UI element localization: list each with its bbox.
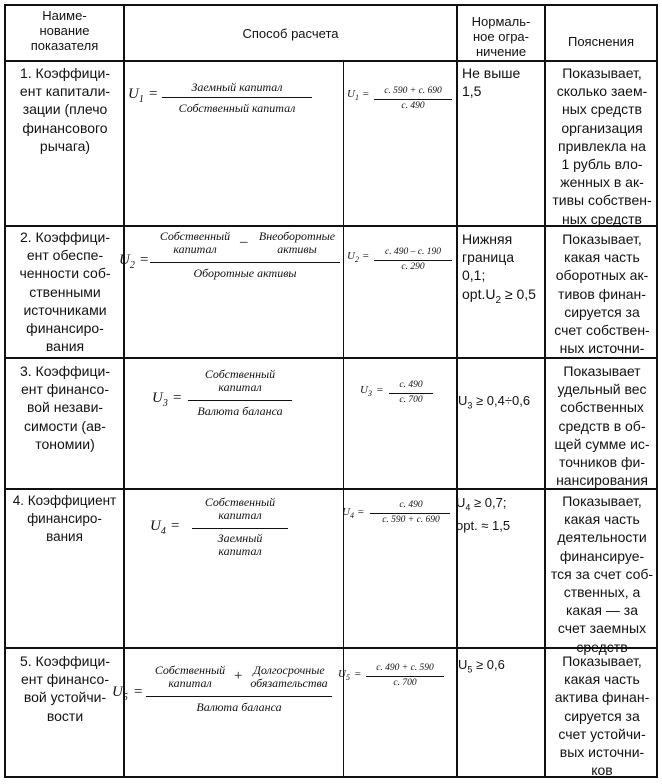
row3-norm [458, 392, 546, 415]
code-denominator: с. 290 [401, 262, 425, 272]
norm-line: 1,5 [462, 83, 482, 100]
explain-line: актива финан- [554, 689, 650, 706]
name-line: ент финансо- [20, 381, 109, 398]
name-line: 1. Коэффици- [19, 65, 110, 81]
name-line: вой устойчи- [23, 689, 107, 706]
explain-line: Показывает, [562, 653, 642, 669]
equals-sign: = [362, 250, 370, 262]
name-line: вания [46, 529, 83, 545]
explain-line: точников фи- [559, 454, 645, 471]
norm-line: 0,1; [462, 267, 486, 284]
norm-line: $U_5 \ge 0,6$ [458, 657, 505, 675]
name-line: 5. Коэффици- [19, 653, 110, 669]
explain-line: Показывает, [562, 493, 642, 509]
header-norm [458, 14, 544, 59]
name-line: ент обеспе- [26, 247, 104, 264]
formula-numerator: Заемный капитал [191, 80, 283, 94]
code-numerator: с. 490 [399, 380, 423, 390]
code-denominator: с. 700 [393, 678, 417, 688]
formula-numerator-a: Собственный капитал [154, 663, 226, 690]
explain-line: счет устойчи- [558, 725, 646, 742]
fraction-bar [370, 513, 450, 514]
explain-line: женных в ак- [560, 174, 644, 191]
explain-line: тивов финан- [558, 285, 646, 302]
header-norm-line: Нормаль- [471, 14, 531, 29]
name-line: тономии) [35, 435, 95, 452]
formula-numerator-b: Внеоборотные активы [258, 229, 336, 256]
header-name-line: Наиме- [42, 8, 87, 23]
explain-line: сколько заем- [556, 83, 648, 100]
name-line: вания [45, 338, 85, 355]
name-line: финансиро- [26, 320, 104, 337]
equals-sign: = [133, 684, 144, 700]
explain-line: сируется за [564, 303, 640, 320]
equals-sign: = [148, 86, 159, 102]
norm-line: $U_3 \ge 0,4\div 0,6$ [458, 393, 531, 411]
name-line: 4. Коэффициент [12, 493, 117, 508]
code-symbol: $U_4$ [342, 506, 354, 521]
fraction-bar [150, 262, 340, 263]
formula-symbol: $U_5$ [112, 684, 128, 703]
row2-explain [546, 230, 658, 357]
code-denominator: с. 490 [401, 101, 425, 111]
row3-name [8, 362, 122, 453]
formula-numerator-b: Долгосрочные обязательства [250, 663, 328, 690]
explain-line: Показывает [563, 363, 641, 379]
formula-symbol: $U_1$ [128, 86, 144, 105]
row4-explain [546, 492, 658, 656]
explain-line: счет собствен- [554, 322, 650, 339]
fraction-bar [188, 400, 292, 401]
name-line: вой незави- [26, 399, 104, 416]
norm-line: $opt.U_2 \ge 0,5$ [462, 285, 536, 306]
code-numerator: с. 490 – с. 190 [385, 247, 441, 257]
explain-line: какая часть [564, 671, 640, 688]
row2-norm [462, 230, 546, 310]
row5-norm [458, 656, 544, 679]
header-divider [4, 60, 658, 62]
explain-line: средств в об- [558, 417, 646, 434]
header-norm-line: ное огра- [472, 29, 529, 44]
equals-sign: = [376, 384, 384, 396]
row3-explain [546, 362, 658, 489]
name-line: вости [46, 707, 84, 724]
name-line: ент капитали- [19, 83, 111, 100]
name-line: зации (плечо [22, 101, 108, 118]
formula-symbol: $U_2$ [119, 252, 135, 271]
equals-sign: = [362, 88, 370, 100]
explain-line: 1 рубль вло- [561, 156, 643, 173]
code-numerator: с. 490 + с. 590 [376, 663, 434, 673]
name-line: 2. Коэффици- [19, 229, 110, 245]
fraction-bar [366, 676, 444, 677]
explain-line: организация [561, 119, 643, 136]
header-norm-line: ничение [475, 44, 527, 59]
row1-name [8, 64, 122, 155]
row5-name [8, 652, 122, 725]
row4-name [6, 492, 123, 547]
fraction-bar [389, 393, 433, 394]
formula-symbol: $U_3$ [152, 390, 168, 409]
explain-line: ных источни- [559, 340, 645, 357]
header-name [6, 8, 123, 53]
code-numerator: с. 590 + с. 690 [384, 86, 442, 96]
formula-symbol: $U_4$ [150, 518, 166, 537]
explain-line: Показывает, [562, 65, 642, 81]
code-denominator: с. 590 + с. 690 [382, 515, 440, 525]
name-line: финансового [22, 119, 108, 136]
row1-explain [546, 64, 658, 228]
explain-line: какая — за [565, 602, 638, 619]
explain-line: нансирования [556, 472, 648, 489]
formula-numerator: Собственный капитал [204, 495, 276, 522]
code-symbol: $U_1$ [347, 88, 359, 103]
row5-explain [546, 652, 658, 779]
name-line: ственными [29, 283, 101, 300]
code-denominator: с. 700 [399, 395, 423, 405]
explain-line: средств [576, 638, 628, 655]
explain-line: финансируе- [559, 547, 645, 564]
equals-sign: = [172, 390, 183, 406]
norm-line: граница [462, 249, 515, 266]
row1-norm [462, 64, 542, 100]
header-explain: Пояснения [567, 34, 634, 49]
equals-sign: = [170, 518, 181, 534]
name-line: источниками [23, 301, 107, 318]
explain-line: Показывает, [562, 231, 642, 247]
explain-line: привлекла на [558, 137, 646, 154]
fraction-bar [146, 696, 332, 697]
formula-denominator: Валюта баланса [196, 700, 282, 714]
explain-line: деятельности [557, 529, 647, 546]
plus-sign: + [233, 668, 244, 684]
row2-name [8, 228, 122, 355]
name-line: симости (ав- [24, 417, 106, 434]
name-line: рычага) [39, 137, 91, 154]
formula-denominator: Собственный капитал [178, 101, 296, 115]
minus-sign: – [240, 234, 248, 250]
row4-norm [456, 494, 544, 535]
explain-line: тся за счет соб- [550, 565, 654, 582]
name-line: ченности соб- [19, 265, 111, 282]
explain-line: собственных [560, 399, 644, 416]
code-symbol: $U_2$ [347, 250, 359, 265]
explain-line: оборотных ак- [555, 267, 649, 284]
code-numerator: с. 490 [399, 500, 423, 510]
explain-line: какая часть [564, 249, 640, 266]
code-symbol: $U_5$ [338, 668, 350, 683]
fraction-bar [162, 97, 312, 98]
equals-sign: = [357, 506, 365, 518]
explain-line: ственных, а [563, 584, 641, 601]
equals-sign: = [139, 252, 150, 268]
explain-line: сируется за [564, 707, 640, 724]
explain-line: счет заемных [557, 620, 647, 637]
code-symbol: $U_3$ [360, 384, 372, 399]
explain-line: вых источни- [559, 744, 645, 761]
equals-sign: = [354, 668, 362, 680]
norm-line: Нижняя [462, 231, 513, 247]
explain-line: какая часть [564, 511, 640, 528]
explain-line: ных средств [562, 210, 642, 227]
fraction-bar [374, 99, 452, 100]
formula-denominator: Оборотные активы [193, 266, 297, 280]
name-line: финансиро- [27, 511, 102, 527]
formula-numerator: Собственный капитал [204, 367, 276, 394]
explain-line: ных средств [562, 101, 642, 118]
explain-line: щей сумме ис- [554, 435, 650, 452]
formula-denominator: Заемный капитал [217, 531, 263, 558]
header-method: Способ расчета [242, 26, 339, 41]
formula-denominator: Валюта баланса [197, 404, 283, 418]
name-line: ент финансо- [20, 671, 109, 688]
norm-line: opt. ≈ 1,5 [456, 517, 511, 533]
norm-line: $U_4 \ge 0,7$; [456, 495, 507, 513]
explain-line: ков [591, 762, 613, 779]
header-name-line: нование [39, 23, 90, 38]
explain-line: тивы собствен- [552, 192, 652, 209]
norm-line: Не выше [462, 65, 521, 81]
column-divider [123, 4, 125, 778]
fraction-bar [374, 260, 452, 261]
explain-line: удельный вес [557, 381, 647, 398]
header-name-line: показателя [30, 38, 99, 53]
name-line: 3. Коэффици- [19, 363, 110, 379]
fraction-bar [192, 528, 288, 529]
formula-numerator-a: Собственный капитал [159, 229, 231, 256]
